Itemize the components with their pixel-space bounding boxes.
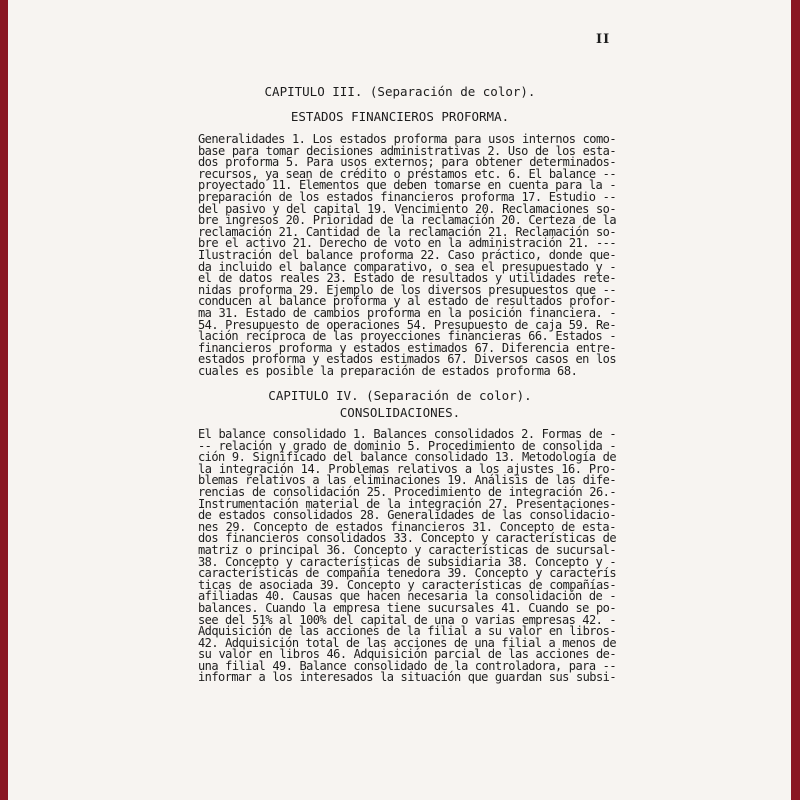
page-number: II [596,32,611,47]
body-line: del pasivo y del capital 19. Vencimiento 20. Reclamaciones so- [198,201,616,216]
body-line: Instrumentación material de la integración 27. Presentaciones- [198,496,616,511]
body-line: 42. Adquisición total de las acciones de una filial a menos de [198,635,616,650]
chapter-4-body [198,429,616,684]
body-line: see del 51% al 100% del capital de una o varias empresas 42. - [198,612,616,627]
body-line: una filial 49. Balance consolidado de la controladora, para -- [198,658,616,673]
body-line: reclamación 21. Cantidad de la reclamación 21. Reclamación so- [198,224,616,239]
body-line: matriz o principal 36. Concepto y características de sucursal- [198,542,616,557]
chapter-4-heading: CAPITULO IV. (Separación de color). [268,388,532,403]
body-line: dos financieros consolidados 33. Concepto y características de [198,531,616,546]
body-line: blemas relativos a las eliminaciones 19. Análisis de las dife- [198,473,616,488]
body-line: nes 29. Concepto de estados financieros 31. Concepto de esta- [198,519,616,534]
body-line: recursos, ya sean de crédito o préstamos etc. 6. El balance -- [198,166,616,181]
body-line: de estados consolidados 28. Generalidades de las consolidacio- [198,508,616,523]
body-line: financieros proforma y estados estimados 67. Diferencia entre- [198,340,616,355]
body-line: Ilustración del balance proforma 22. Caso práctico, donde que- [198,247,616,262]
chapter-3-heading: CAPITULO III. (Separación de color). [264,84,536,99]
body-line: la integración 14. Problemas relativos a los ajustes 16. Pro- [198,461,616,476]
chapter-3-subheading: ESTADOS FINANCIEROS PROFORMA. [290,109,510,124]
body-line: proyectado 11. Elementos que deben tomarse en cuenta para la - [198,178,616,193]
chapter-4-subheading: CONSOLIDACIONES. [339,405,461,420]
body-line: estados proforma y estados estimados 67. Diversos casos en los [198,352,616,367]
body-line: su valor en libros 46. Adquisición parcial de las acciones de- [198,647,616,662]
body-line: conducen al balance proforma y al estado de resultados profor- [198,294,616,309]
body-line: rencias de consolidación 25. Procedimiento de integración 26.- [198,484,616,499]
chapter-3-body [198,134,616,377]
body-line: el de datos reales 23. Estado de resultados y utilidades rete- [198,271,616,286]
body-line: afiliadas 40. Causas que hacen necesaria la consolidación de - [198,589,616,604]
body-line: base para tomar decisiones administrativas 2. Uso de los esta- [198,143,616,158]
body-line: balances. Cuando la empresa tiene sucursales 41. Cuando se po- [198,600,616,615]
body-line: informar a los interesados la situación que guardan sus subsi- [198,670,616,685]
body-line: Adquisición de las acciones de la filial a su valor en libros- [198,624,616,639]
body-line: 38. Concepto y características de subsidiaria 38. Concepto y - [198,554,616,569]
body-line: 54. Presupuesto de operaciones 54. Presupuesto de caja 59. Re- [198,317,616,332]
body-line: características de compañía tenedora 39. Concepto y caracterís [198,566,616,581]
body-line: -- relación y grado de dominio 5. Procedimiento de consolida - [198,438,616,453]
body-line: dos proforma 5. Para usos externos; para obtener determinados- [198,155,616,170]
body-line: cuales es posible la preparación de estados proforma 68. [198,363,578,378]
body-line: ma 31. Estado de cambios proforma en la posición financiera. - [198,305,616,320]
body-line: bre ingresos 20. Prioridad de la reclamación 20. Certeza de la [198,213,616,228]
body-line: ción 9. Significado del balance consolidado 13. Metodología de [198,450,616,465]
body-line: El balance consolidado 1. Balances consolidados 2. Formas de - [198,427,616,441]
body-line: bre el activo 21. Derecho de voto en la administración 21. --- [198,236,616,251]
body-line: lación recíproca de las proyecciones financieras 66. Estados - [198,329,616,344]
body-line: da incluido el balance comparativo, o sea el presupuestado y - [198,259,616,274]
body-line: preparación de los estados financieros proforma 17. Estudio -- [198,189,616,204]
body-line: Generalidades 1. Los estados proforma para usos internos como- [198,132,616,146]
body-line: nidas proforma 29. Ejemplo de los diversos presupuestos que -- [198,282,616,297]
body-line: ticas de asociada 39. Concepto y características de compañías- [198,577,616,592]
